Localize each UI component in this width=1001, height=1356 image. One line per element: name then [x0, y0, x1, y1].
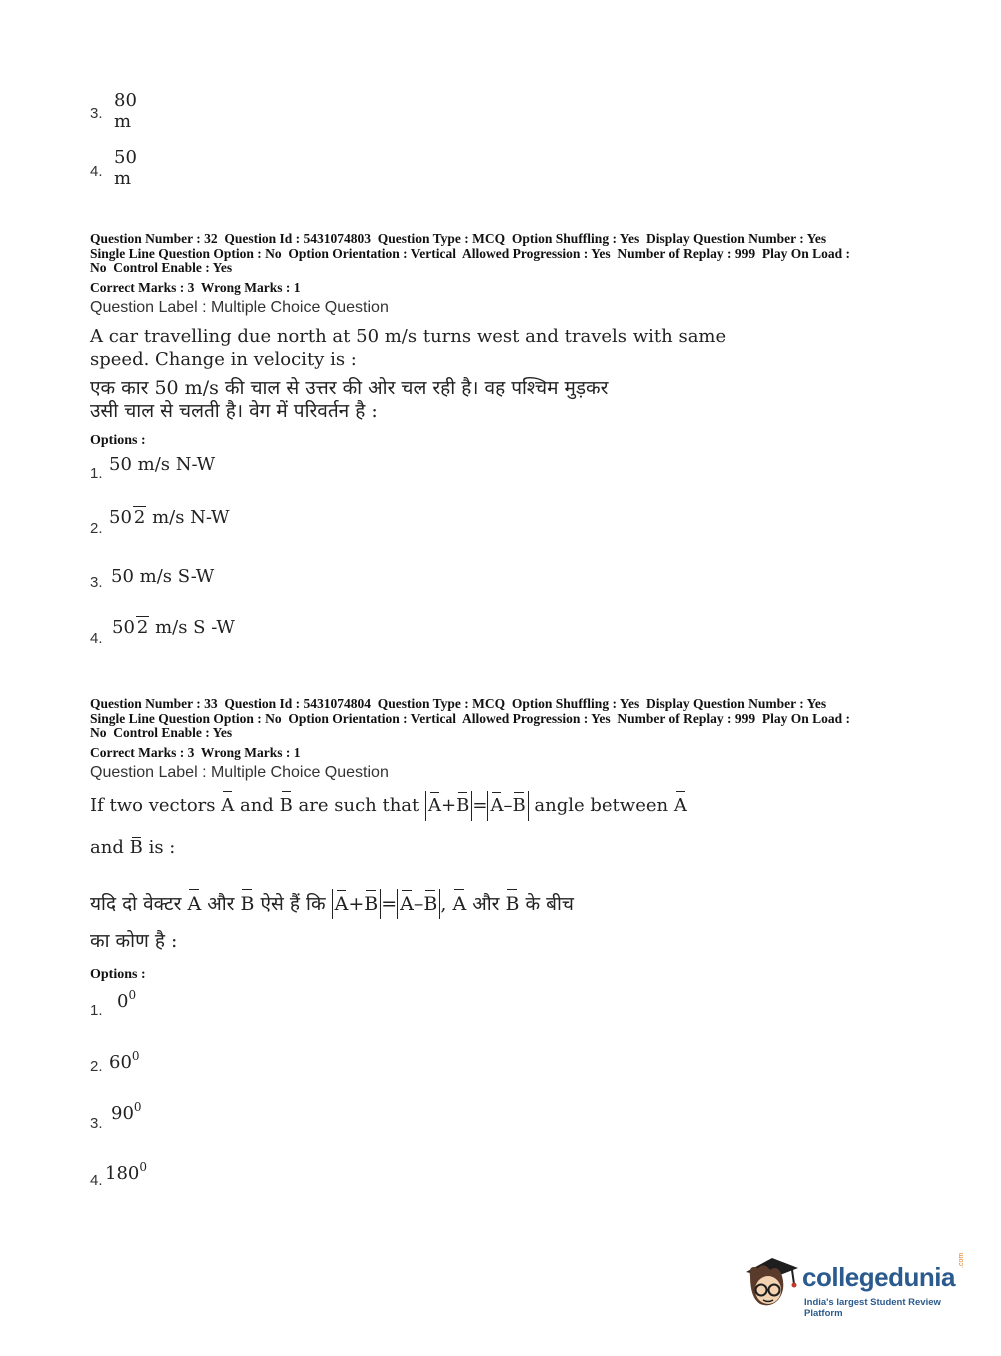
logo-wordmark: collegedunia [802, 1262, 955, 1292]
question-text-en: If two vectors A and B are such that A+B = A–B angle between A [90, 790, 687, 822]
question-text-hi: यदि दो वेक्टर A और B ऐसे हैं कि A+B = A–B , A और B के बीच [90, 888, 574, 920]
question-text-hi-2: का कोण है : [90, 930, 178, 952]
option-number: 2. [90, 520, 103, 537]
marks-info: Correct Marks : 3 Wrong Marks : 1 [90, 280, 301, 295]
logo-tagline: India's largest Student Review Platform [804, 1297, 941, 1319]
option-value: 80 m [114, 90, 137, 132]
option-value: 50 m/s N-W [109, 454, 216, 475]
option-number: 4. [90, 630, 103, 647]
option-value: $60^0$ [109, 1049, 140, 1073]
option-value: 50 m [114, 147, 137, 189]
question-text-hi: एक कार 50 m/s की चाल से उत्तर की ओर चल रही है। वह पश्चिम मुड़कर उसी चाल से चलती है। वेग में परिवर्तन है : [90, 377, 609, 422]
option-number: 3. [90, 1115, 103, 1132]
question-label: Question Label : Multiple Choice Question [90, 764, 389, 781]
option-number: 3. [90, 105, 103, 122]
mascot-icon [742, 1250, 800, 1312]
question-label: Question Label : Multiple Choice Question [90, 299, 389, 316]
option-value: $90^0$ [111, 1100, 142, 1124]
option-value: 50 2 m/s S -W [112, 617, 235, 638]
option-number: 4. [90, 1172, 103, 1189]
option-value: 50 2 m/s N-W [109, 507, 230, 528]
question-meta: Question Number : 32 Question Id : 5431074803 Question Type : MCQ Option Shuffling : Yes Display Question Number : Yes Single Line Question Option : No Option Orientation : Vertical Allowed Progression : Yes Number of Replay : 999 Play On Load : No Control Enable : Yes [90, 231, 851, 275]
question-text-en-2: and B is : [90, 837, 176, 858]
logo-dotcom: .com [958, 1252, 965, 1268]
options-label: Options : [90, 433, 146, 448]
question-meta: Question Number : 33 Question Id : 5431074804 Question Type : MCQ Option Shuffling : Yes Display Question Number : Yes Single Line Question Option : No Option Orientation : Vertical Allowed Progression : Yes Number of Replay : 999 Play On Load : No Control Enable : Yes [90, 696, 851, 740]
option-number: 1. [90, 1002, 103, 1019]
option-number: 4. [90, 163, 103, 180]
option-number: 1. [90, 465, 103, 482]
option-value: $180^0$ [105, 1160, 147, 1184]
option-number: 2. [90, 1058, 103, 1075]
option-number: 3. [90, 574, 103, 591]
marks-info: Correct Marks : 3 Wrong Marks : 1 [90, 745, 301, 760]
option-value: 50 m/s S-W [111, 566, 215, 587]
option-value: $0^0$ [117, 988, 137, 1012]
question-text-en: A car travelling due north at 50 m/s turns west and travels with same speed. Change in velocity is : [90, 326, 727, 370]
collegedunia-logo [742, 1250, 972, 1320]
options-label: Options : [90, 967, 146, 982]
